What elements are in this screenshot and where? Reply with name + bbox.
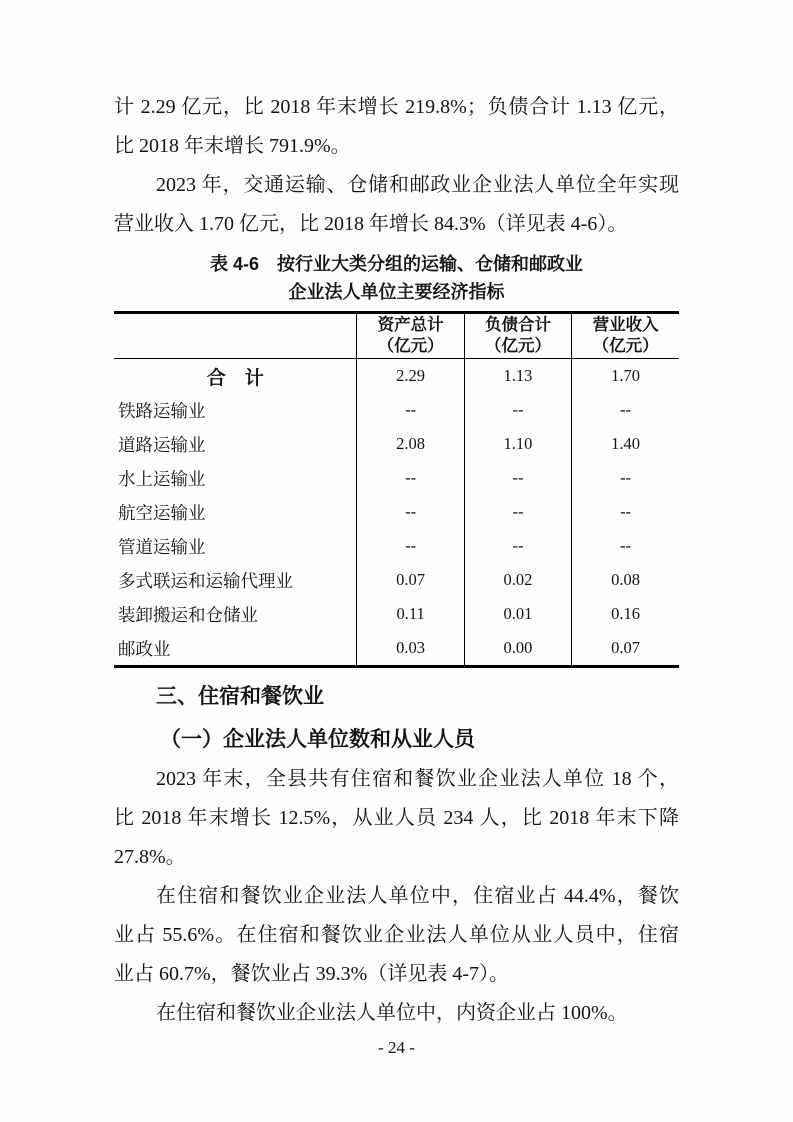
table-row-railway (114, 393, 679, 427)
table-row-total (114, 359, 679, 394)
cell-value: -- (620, 502, 632, 521)
cell-value: 1.70 (611, 366, 640, 385)
paragraph-revenue (114, 166, 679, 244)
paragraph-assets-liabilities (114, 88, 679, 166)
table-row-road (114, 427, 679, 461)
cell-value: 1.13 (464, 359, 571, 394)
header-cell-liabilities (464, 313, 571, 359)
header-line1: 负债合计 (484, 316, 551, 334)
table-header-row (114, 313, 679, 359)
cell-value: 1.10 (464, 427, 571, 461)
section-heading-accommodation-catering: 三、住宿和餐饮业 (156, 685, 324, 708)
table-row-postal (114, 631, 679, 667)
cell-value: -- (357, 529, 464, 563)
cell-value: 2.29 (357, 359, 464, 394)
cell-value: -- (464, 495, 571, 529)
table-title (114, 250, 679, 306)
text-line: 2023 年末，全县共有住宿和餐饮业企业法人单位 18 个， (156, 768, 679, 790)
text-line: 营业收入 1.70 亿元，比 2018 年增长 84.3%（详见表 4-6）。 (114, 213, 628, 235)
cell-value: 0.02 (464, 563, 571, 597)
cell-value: 0.11 (357, 597, 464, 631)
cell-value: 1.40 (611, 434, 640, 453)
cell-value: -- (357, 393, 464, 427)
header-line2: （亿元） (377, 337, 444, 355)
paragraph-domestic-share (114, 994, 679, 1033)
table-row-pipeline (114, 529, 679, 563)
cell-value: 0.01 (464, 597, 571, 631)
subsection-heading-legal-units: （一）企业法人单位数和从业人员 (160, 727, 475, 751)
row-label: 合 计 (114, 359, 357, 394)
cell-value: -- (357, 461, 464, 495)
text-line: 比 2018 年末增长 12.5%，从业人员 234 人，比 2018 年末下降 (114, 807, 679, 829)
cell-value: 0.07 (611, 638, 640, 657)
table-title-line1: 表 4-6 按行业大类分组的运输、仓储和邮政业 (209, 254, 583, 274)
row-label: 水上运输业 (114, 461, 357, 495)
paragraph-units-employees (114, 760, 679, 877)
table-4-6 (114, 311, 679, 668)
row-label: 多式联运和运输代理业 (114, 563, 357, 597)
header-line2: （亿元） (592, 337, 659, 355)
table-row-air (114, 495, 679, 529)
cell-value: -- (464, 461, 571, 495)
cell-value: -- (464, 393, 571, 427)
text-line: 2023 年，交通运输、仓储和邮政业企业法人单位全年实现 (156, 174, 679, 196)
cell-value: 2.08 (357, 427, 464, 461)
cell-value: -- (464, 529, 571, 563)
page-number: - 24 - (378, 1038, 415, 1057)
cell-value: 0.08 (611, 570, 640, 589)
paragraph-share-breakdown (114, 877, 679, 994)
cell-value: -- (357, 495, 464, 529)
text-line: 业占 60.7%，餐饮业占 39.3%（详见表 4-7）。 (114, 963, 509, 985)
header-line1: 营业收入 (592, 316, 659, 334)
text-line: 计 2.29 亿元，比 2018 年末增长 219.8%；负债合计 1.13 亿元， (114, 96, 679, 118)
cell-value: 0.03 (357, 631, 464, 667)
text-line: 在住宿和餐饮业企业法人单位中，住宿业占 44.4%，餐饮 (156, 885, 679, 907)
row-label: 道路运输业 (114, 427, 357, 461)
row-label: 航空运输业 (114, 495, 357, 529)
cell-value: 0.16 (611, 604, 640, 623)
text-line: 比 2018 年末增长 791.9%。 (114, 135, 351, 157)
cell-value: -- (620, 536, 632, 555)
header-cell-revenue (572, 313, 679, 359)
page-content (114, 88, 679, 1033)
cell-value: 0.07 (357, 563, 464, 597)
row-label: 管道运输业 (114, 529, 357, 563)
cell-value: 0.00 (464, 631, 571, 667)
table-header (114, 313, 679, 359)
table-row-loading-storage (114, 597, 679, 631)
cell-value: -- (620, 400, 632, 419)
table-body (114, 359, 679, 667)
text-line: 27.8%。 (114, 846, 186, 868)
table-row-multimodal (114, 563, 679, 597)
text-line: 在住宿和餐饮业企业法人单位中，内资企业占 100%。 (156, 1002, 628, 1024)
header-cell-empty (114, 313, 357, 359)
cell-value: -- (620, 468, 632, 487)
row-label: 装卸搬运和仓储业 (114, 597, 357, 631)
header-line2: （亿元） (484, 337, 551, 355)
header-line1: 资产总计 (377, 316, 444, 334)
text-line: 业占 55.6%。在住宿和餐饮业企业法人单位从业人员中，住宿 (114, 924, 679, 946)
row-label: 邮政业 (114, 631, 357, 667)
table-row-water (114, 461, 679, 495)
header-cell-assets (357, 313, 464, 359)
table-title-line2: 企业法人单位主要经济指标 (288, 282, 505, 302)
row-label: 铁路运输业 (114, 393, 357, 427)
